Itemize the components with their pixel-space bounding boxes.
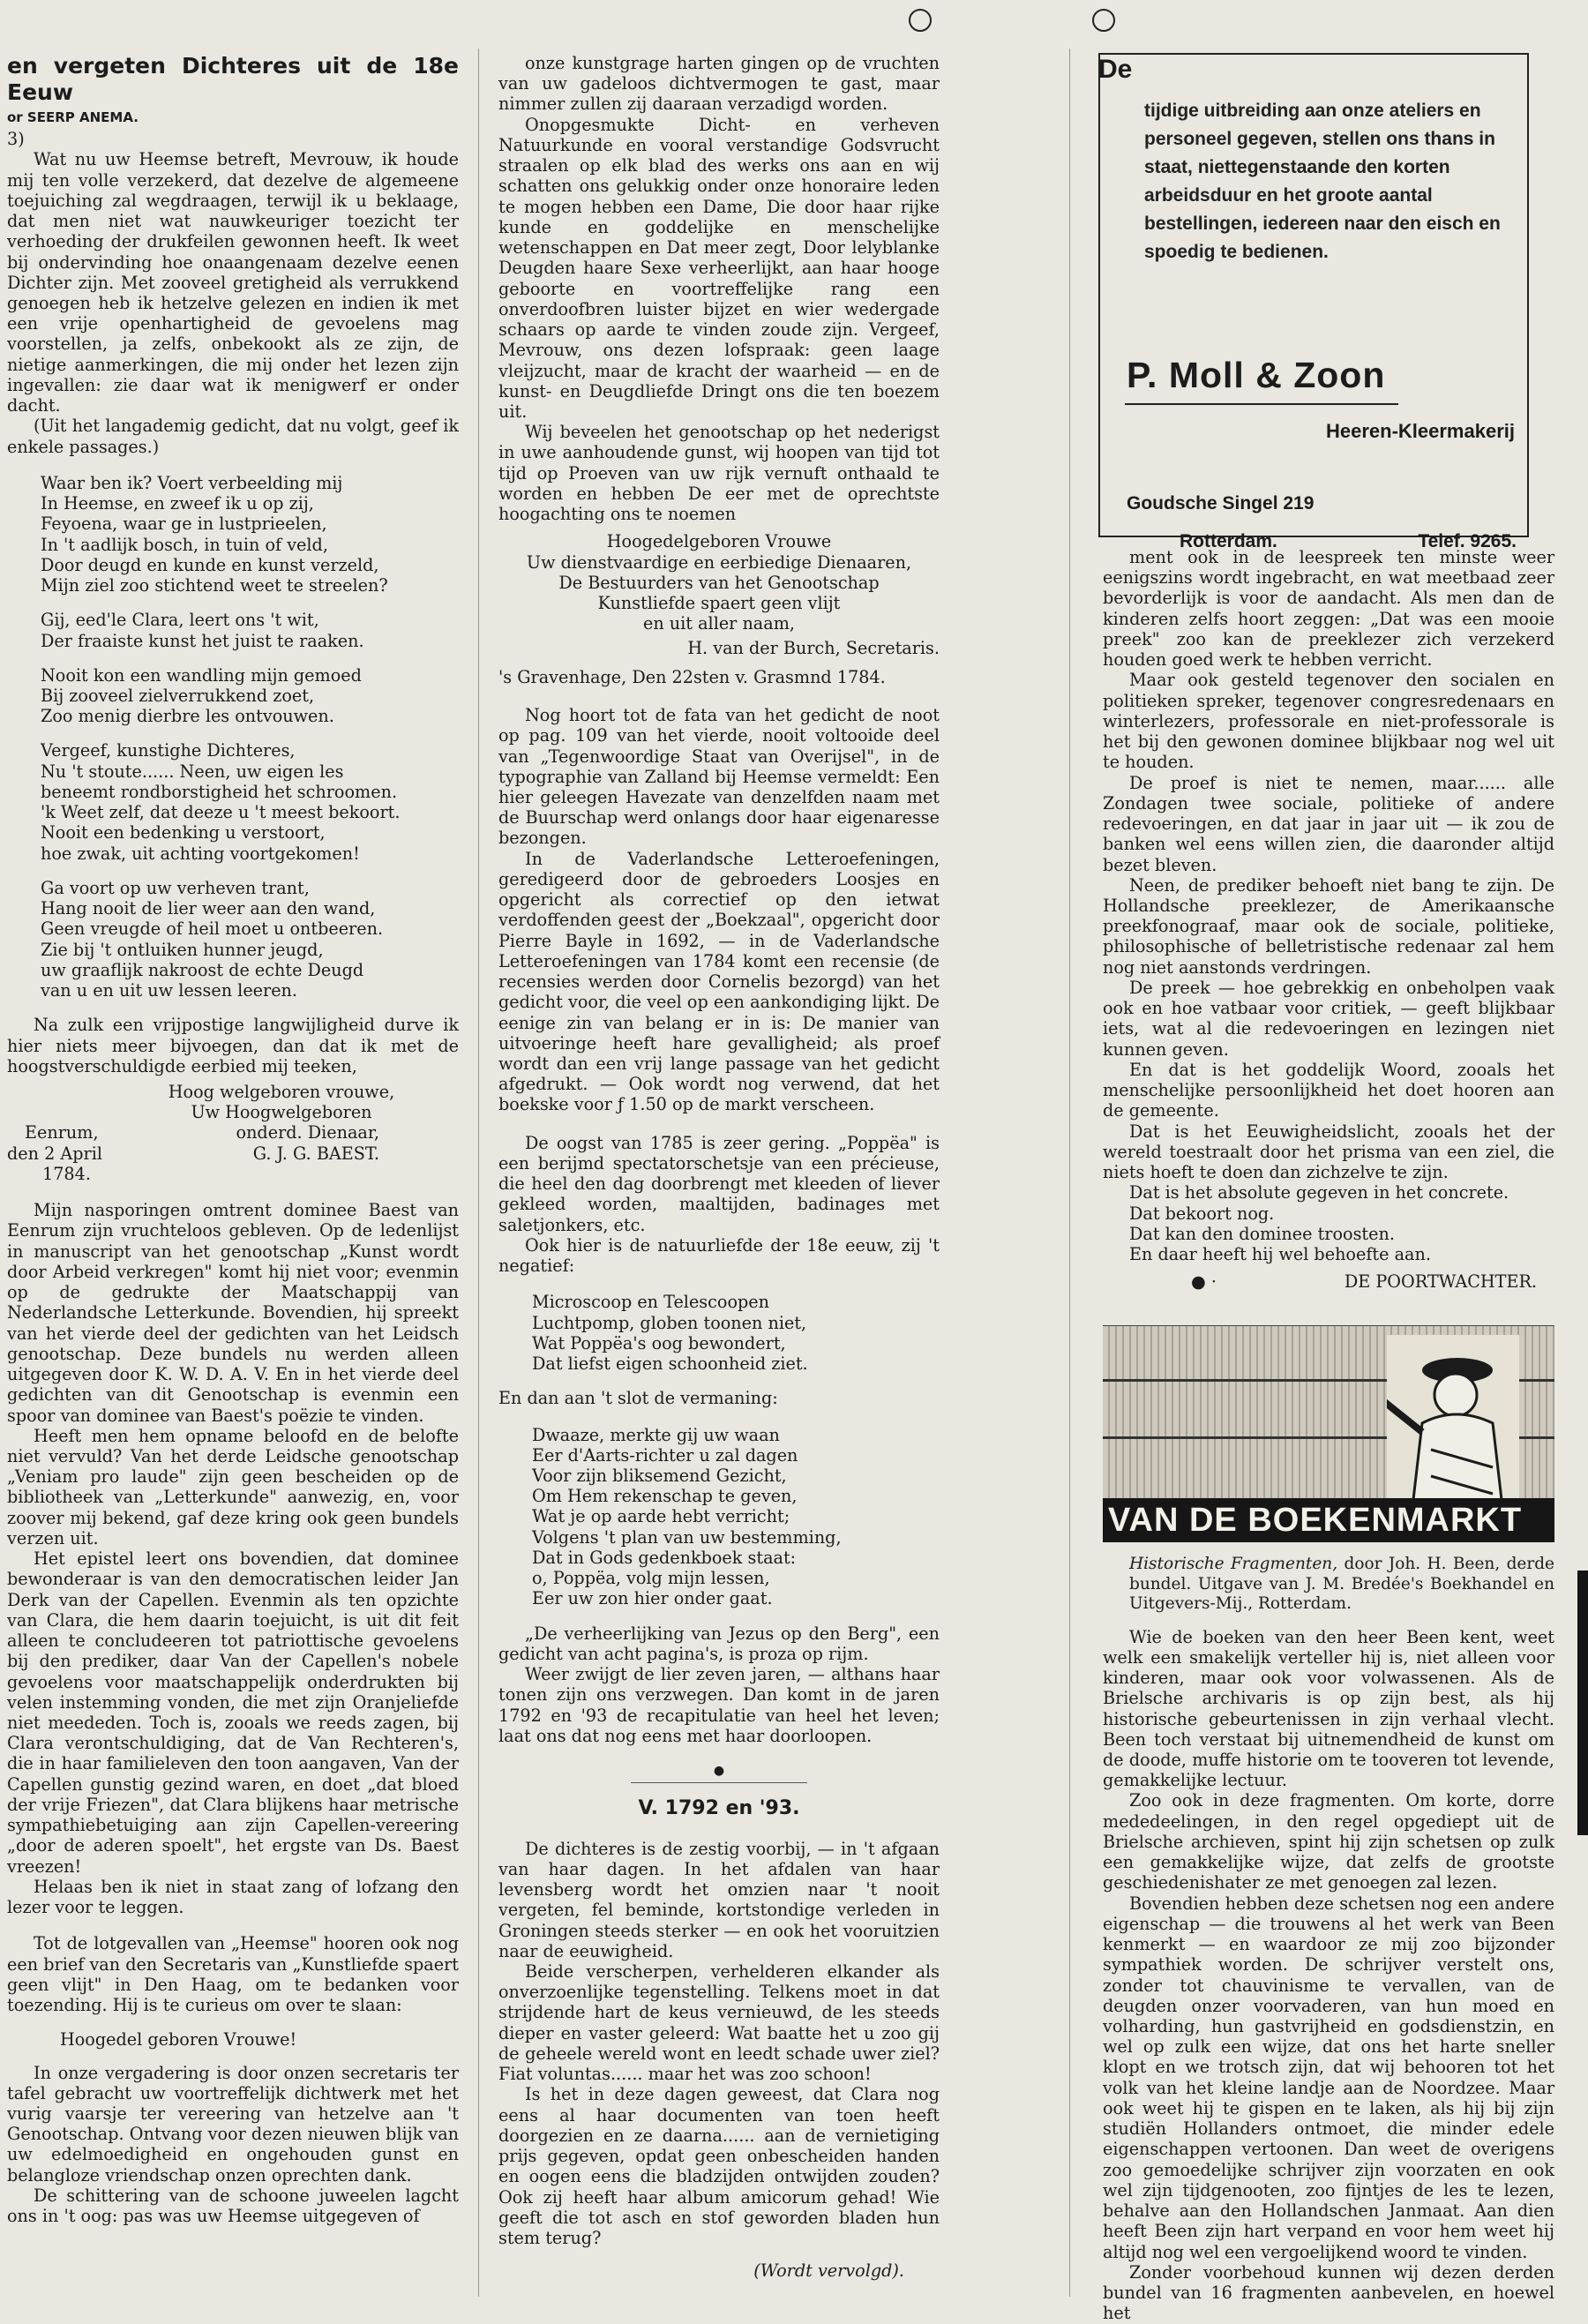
paragraph: Dat kan den dominee troosten. <box>1129 1223 1395 1244</box>
paragraph: Bovendien hebben deze schetsen nog een andere eigenschap — die trouwens al het werk van Been kenmerkt — en waardoor ze mij zoo bijzonder sympathiek worden. De schrijver verstelt ons, zonder tot chauvinisme te vervallen, van de deugden onzer voorvaderen, van hun moed en volharding, hun gastvrijheid en godsdienstzin, en wel op zulk een wijze, dat ons het harte sneller klopt en we trotsch zijn, dat wij behooren tot het volk van het kleine landje aan de Noordzee. Maar ook weet hij te gispen en te laken, als hij bij zijn studiën Hollanders ontmoet, die minder edele eigenschappen vertoonen. Dan weet de overigens zoo gemoedelijke schrijver zijn voorzaten en ook wel zijn tijdgenooten, zoo fijntjes de les te lezen, behalve aan den Hollandschen Janmaat. Aan dien heeft Been zijn hart verpand en voor hem weet hij altijd nog wel een vergoelijkend woord te vinden. <box>1103 1893 1554 2262</box>
sig-name: G. J. G. BAEST. <box>252 1143 379 1164</box>
paragraph: En daar heeft hij wel behoefte aan. <box>1129 1243 1431 1264</box>
letter-salutation: Hoogedel geboren Vrouwe! <box>60 2029 297 2050</box>
poem-line: beneemt rondborstigheid het schroomen. <box>41 781 398 802</box>
intro-paragraphs <box>7 149 459 457</box>
letter-signature <box>7 1082 459 1184</box>
article-part-number: 3) <box>7 129 25 150</box>
poem-line: Voor zijn bliksemend Gezicht, <box>532 1466 787 1486</box>
ad-address: Goudsche Singel 219 <box>1127 493 1315 514</box>
paragraph: En dat is het goddelijk Woord, zooals het menschelijke persoonlijkheid het doet hooren aan de gemeente. <box>1103 1059 1554 1121</box>
column-divider <box>478 49 479 2297</box>
punch-hole-icon <box>909 9 932 32</box>
sig-year: 1784. <box>42 1163 91 1184</box>
sig-line: Uw Hoogwelgeboren <box>191 1102 372 1123</box>
paragraph: In de Vaderlandsche Letteroefeningen, geredigeerd door de gebroeders Loosjes en opgericht als correctief op den ietwat verdoffenden geest der „Boekzaal", opgericht door Pierre Bayle in 1692, — in de Vaderlandsche Letteroefeningen van 1784 komt een recensie (de recensies werden door Cornelis bezorgd) van het gedicht voor, die veel op een aankondiging lijkt. De eenige zin van belang er in is: De manier van uitvoeringe heeft hare gevalligheid; als proef wordt dan een vrij lange passage van het gedicht afgedrukt. — Ook wordt nog verwend, dat het boekske voor ƒ 1.50 op de markt verscheen. <box>498 848 940 1115</box>
poem-line: Dwaaze, merkte gij uw waan <box>532 1424 780 1445</box>
paragraph: Ook hier is de natuurliefde der 18e eeuw, zij 't negatief: <box>498 1234 940 1277</box>
sig-row <box>7 1122 459 1143</box>
poem-line: o, Poppëa, volg mijn lessen, <box>532 1568 770 1589</box>
section-rule <box>631 1782 807 1783</box>
poem-heemse <box>41 473 459 1001</box>
poem-line: Microscoop en Telescoopen <box>532 1292 769 1313</box>
paragraph: Neen, de prediker behoeft niet bang te zijn. De Hollandsche preeklezer, de Amerikaansche preekfonograaf, maar ook de sociale, politieke, philosophische of belletristische redenaar zal hem nog niet aanstonds verdringen. <box>1103 874 1554 978</box>
poem-line: Mijn ziel zoo stichtend weet te streelen? <box>41 575 388 596</box>
poem-stanza <box>532 1425 940 1609</box>
poem-line: In Heemse, en zweef ik u op zij, <box>41 493 314 514</box>
poem-stanza <box>41 665 459 727</box>
poem-line: Bij zooveel zielverrukkend zoet, <box>41 686 315 706</box>
body-paragraphs <box>498 705 940 1115</box>
body-paragraphs <box>498 1623 940 1746</box>
dateline: 's Gravenhage, Den 22sten v. Grasmnd 1784. <box>498 666 886 687</box>
poem-line: In 't aadlijk bosch, in tuin of veld, <box>41 534 328 555</box>
poem-poppea <box>532 1292 940 1374</box>
poem-line: Eer d'Aarts-richter u zal dagen <box>532 1444 798 1466</box>
paragraph: onze kunstgrage harten gingen op de vruchten van uw gadeloos dichtvermogen te gast, maar nimmer zullen zij daaraan verzadigd worden. <box>498 53 940 115</box>
poem-line: van u en uit uw lessen leeren. <box>41 980 298 1001</box>
paragraph: Onopgesmukte Dicht- en verheven Natuurkunde en vooral verstandige Godsvrucht straalen op elk blad des werks ons aan en wij schatten ons gelukkig onder onze honoraire leden te mogen hebben een Dame, Die door haar rijke kunde en goddelijke en menschelijke wetenschappen en Dat meer zegt, Door lelyblanke Deugden haare Sexe verheerlijkt, aan haar hooge geboorte en voortreffelijke rang een onverdoofbren luister bijzet en wier wedergade schaars op aarde te vinden zoude zijn. Vergeef, Mevrouw, ons dezen lofspraak: geen laage vleijzucht, maar de kracht der waarheid — en de kunst- en Deugdliefde Dringt ons die ten boezem uit. <box>498 114 940 422</box>
paragraph: Wat nu uw Heemse betreft, Mevrouw, ik houde mij ten volle verzekerd, dat dezelve de algemeene toejuiching zal wegdraagen, terwijl ik u beklaage, dat men niet wat nauwkeuriger toezicht ter verhoeding der drukfeilen gewonnen heeft. Ik weet bij ondervinding hoe onaangenaam dezelve eenen Dichter zijn. Met zooveel gretigheid als verrukkend genoegen heb ik hetzelve gelezen en indien ik met een vrije openhartigheid de gevoelens mag voorstellen, ja zelfs, onbekookt als ze zijn, de nietige aanmerkingen, die mij onder het lezen zijn ingevallen: zie daar wat ik menigwerf er onder dacht. <box>7 149 459 416</box>
poem-line: Nu 't stoute...... Neen, uw eigen les <box>41 761 344 782</box>
letter-signature <box>498 531 940 657</box>
review-book-details: door Joh. H. Been, derde bundel. Uitgave van J. M. Bredée's Boekhandel en Uitgevers-Mij., Rotterdam. <box>1129 1555 1554 1614</box>
bullet-icon: ● · <box>1191 1271 1217 1293</box>
paragraph: „De verheerlijking van Jezus op den Berg", een gedicht van acht pagina's, is proza op rijm. <box>498 1623 940 1664</box>
poem-line: Geen vreugde of heil moet u ontbeeren. <box>41 918 384 940</box>
poem-line: Wat Poppëa's oog bewondert, <box>532 1332 786 1353</box>
paragraph: Wij beveelen het genootschap op het nederigst in uwe aanhoudende gunst, wij hoopen van tijd tot tijd op Proeven van uw rijk vernuft onthaald te worden en hebben De eer met de oprechtste hoogachting ons te noemen <box>498 422 940 525</box>
review-heading <box>1129 1555 1554 1614</box>
page-edge-mark <box>1577 1571 1588 1835</box>
sig-line: Uw dienstvaardige en eerbiedige Dienaaren, <box>526 551 912 573</box>
poem-line: Wat je op aarde hebt verricht; <box>532 1506 790 1527</box>
poem-line: Luchtpomp, globen toonen niet, <box>532 1312 807 1333</box>
paragraph: Dat bekoort nog. <box>1129 1203 1275 1224</box>
boekenmarkt-banner <box>1103 1325 1554 1542</box>
poem-stanza <box>41 473 459 596</box>
punch-hole-icon <box>1092 9 1115 32</box>
author-signature: DE POORTWACHTER. <box>1344 1271 1537 1293</box>
ad-rule <box>1125 403 1398 405</box>
article-column-3 <box>1103 547 1554 2324</box>
column-divider <box>1069 49 1070 2297</box>
paragraph: Maar ook gesteld tegenover den socialen en politieken spreker, tegenover congresredenaars en winterlezers, professorale en niet-professorale is het bij den gewonen dominee blijkbaar nog wel uit te houden. <box>1103 670 1554 773</box>
sig-line: onderd. Dienaar, <box>236 1122 379 1143</box>
poem-line: Ga voort op uw verheven trant, <box>41 877 310 898</box>
sig-date: den 2 April <box>7 1143 102 1164</box>
poem-line: Nooit een bedenking u verstoort, <box>41 822 326 843</box>
paragraph: De preek — hoe gebrekkig en onbeholpen vaak ook en hoe vatbaar voor critiek, — geeft blijkbaar iets, wat al die redevoeringen en lezingen niet kunnen geven. <box>1103 977 1554 1060</box>
sig-name: H. van der Burch, Secretaris. <box>687 637 940 658</box>
paragraph: Tot de lotgevallen van „Heemse" hooren ook nog een brief van den Secretaris van „Kunstliefde spaert geen vlijt" in Den Haag, om te bedanken voor toezending. Hij is te curieus om over te slaan: <box>7 1933 459 2016</box>
closing-paragraph: Na zulk een vrijpostige langwijligheid durve ik hier niets meer bijvoegen, dan dat ik met de hoogstverschuldigde eerbied mij teeken, <box>7 1015 459 1076</box>
paragraph: Zonder voorbehoud kunnen wij dezen derden bundel van 16 fragmenten aanbevelen, en hoewel het <box>1103 2261 1554 2324</box>
poem-intro: En dan aan 't slot de vermaning: <box>498 1388 778 1409</box>
column-signature <box>1103 1271 1554 1292</box>
body-paragraphs <box>498 1839 940 2249</box>
poem-stanza <box>532 1292 940 1374</box>
poem-line: 'k Weet zelf, dat deeze u 't meest bekoort. <box>41 802 401 823</box>
poem-line: Nooit kon een wandling mijn gemoed <box>41 664 362 686</box>
paragraph: Helaas ben ik niet in staat zang of lofzang den lezer voor te leggen. <box>7 1876 459 1918</box>
paragraph: Zoo ook in deze fragmenten. Om korte, dorre mededeelingen, in den regel opgediept uit de Brielsche archieven, spint hij zijn schetsen op zulk een gemakkelijke wijze, dat zelfs de grootste geschiedenishater ze met genoegen zal lezen. <box>1103 1790 1554 1893</box>
poem-line: Vergeef, kunstighe Dichteres, <box>41 740 296 761</box>
bullet-icon: ● <box>713 1764 725 1779</box>
ad-lead-word: De <box>1098 55 1133 84</box>
body-paragraphs <box>498 53 940 524</box>
sig-line: De Bestuurders van het Genootschap <box>558 572 880 593</box>
poem-line: uw graaflijk nakroost de echte Deugd <box>41 959 364 980</box>
poem-line: Gij, eed'le Clara, leert ons 't wit, <box>41 610 319 631</box>
paragraph: Het epistel leert ons bovendien, dat dominee bewonderaar is van den democratischen leider Jan Derk van der Capellen. Evenmin als ten opzichte van Clara, die hem daarin toejuicht, is uit dit feit alleen te concludeeren tot patriottische gevoelens bij den prediker, daar Van der Capellen's nobele gevoelens voor maatschappelijk onderdrukten bij velen instemming vonden, die met zijn Oranjeliefde niet meededen. Toch is, zooals we reeds zagen, bij Clara verontschuldiging, dat de Van Rechteren's, die in haar familieleven den toon aangaven, Van der Capellen gunstig gezind waren, en doet „dat bloed der vrije Friezen", dat Clara blijkens haar metrische sympathiebetuiging aan zijn Capellen-vereering „door de aderen spoelt", het ergste van Ds. Baest vreezen! <box>7 1548 459 1877</box>
paragraph: In onze vergadering is door onzen secretaris ter tafel gebracht uw voortreffelijk dichtwerk met het vurig vaarsje ter vereering van hetzelve aan 't Genootschap. Ontvang voor dezen nieuwen blijk van uw edelmoedigheid en ongehouden gunst en belangloze vriendschap onzen oprechten dank. <box>7 2062 459 2185</box>
poem-stanza <box>41 610 459 650</box>
sig-line: Kunstliefde spaert geen vlijt <box>597 593 841 614</box>
paragraph: De schittering van de schoone juweelen lagcht ons in 't oog: pas was uw Heemse uitgegeven of <box>7 2185 459 2227</box>
paragraph: De dichteres is de zestig voorbij, — in 't afgaan van haar dagen. In het afdalen van haar levensberg wordt het omzien naar 't nooit vergeten, fel beminde, kortstondige verleden in Groningen steeds sterker — en ook het vooruitzien naar de eeuwigheid. <box>498 1838 940 1961</box>
sig-greeting: Hoog welgeboren vrouwe, <box>168 1081 395 1102</box>
poem-line: Zie bij 't ontluiken hunner jeugd, <box>41 939 324 960</box>
ad-city: Rotterdam. <box>1180 531 1277 551</box>
sig-row <box>7 1143 459 1164</box>
paragraph: ment ook in de leespreek ten minste weer eenigszins wordt ingebracht, en wat meetbaad zeer bevorderlijk is voor de aandacht. Als men dan de kinderen zelfs hoort zeggen: „Dat was een mooie preek" zoo kan de preeklezer zich verzekerd houden goed werk te hebben verricht. <box>1103 547 1554 671</box>
body-paragraphs <box>7 1933 459 2015</box>
body-paragraphs <box>7 2063 459 2227</box>
sig-place: Eenrum, <box>25 1122 99 1143</box>
poem-line: Feyoena, waar ge in lustprieelen, <box>41 514 327 535</box>
ad-phone: Telef. 9265. <box>1418 531 1517 551</box>
poem-line: Der fraaiste kunst het juist te raaken. <box>41 630 364 651</box>
sig-line: Hoogedelgeboren Vrouwe <box>606 531 832 552</box>
paragraph: De proef is niet te nemen, maar...... alle Zondagen twee sociale, politieke of andere redevoeringen, en dat jaar in jaar uit — ik zou de banken wel eens willen zien, die daaronder altijd bezet bleven. <box>1103 772 1554 875</box>
banner-label: VAN DE BOEKENMARKT <box>1103 1498 1554 1542</box>
poem-line: Dat in Gods gedenkboek staat: <box>532 1547 797 1568</box>
paragraph: Dat is het absolute gegeven in het concrete. <box>1129 1182 1509 1203</box>
short-lines <box>1103 1182 1554 1264</box>
poem-line: Eer uw zon hier onder gaat. <box>532 1588 773 1609</box>
poem-line: Dat liefst eigen schoonheid ziet. <box>532 1353 808 1375</box>
poem-line: Waar ben ik? Voert verbeelding mij <box>41 472 343 493</box>
paragraph: Heeft men hem opname beloofd en de belofte niet vervuld? Van het derde Leidsche genootschap „Veniam pro laude" zijn geen bescheiden op de bibliotheek van „Letterkunde" aanwezig, en, voor zoover mij bekend, gaf deze kring ook geen bundels verzen uit. <box>7 1425 459 1548</box>
ad-copy: tijdige uitbreiding aan onze ateliers en personeel gegeven, stellen ons thans in staat, niettegenstaande den korten arbeidsduur en het groote aantal bestellingen, iedereen naar den eisch en spoedig te bedienen. <box>1144 101 1501 262</box>
poem-line: Door deugd en kunde en kunst verzeld, <box>41 554 379 575</box>
poem-line: Hang nooit de lier weer aan den wand, <box>41 898 376 919</box>
paragraph: Wie de boeken van den heer Been kent, weet welk een smakelijk verteller hij is, niet alleen voor kinderen, maar ook voor volwassenen. Als de Brielsche archivaris is op zijn best, als hij historische gebeurtenissen in zijn verhaal vlecht. Been toch verstaat bij uitnemendheid de kunst om de doode, muffe historie om te tooveren tot levende, gemakkelijke lectuur. <box>1103 1626 1554 1791</box>
paragraph: (Uit het langademig gedicht, dat nu volgt, geef ik enkele passages.) <box>7 416 459 457</box>
body-paragraphs <box>1103 547 1554 1182</box>
body-paragraphs <box>1103 1627 1554 2324</box>
article-byline: or SEERP ANEMA. <box>7 109 139 125</box>
poem-line: Om Hem rekenschap te geven, <box>532 1486 798 1507</box>
poem-line: Volgens 't plan van uw bestemming, <box>532 1526 842 1548</box>
review-book-title: Historische Fragmenten, <box>1129 1555 1338 1574</box>
article-column-1 <box>7 53 459 2226</box>
body-paragraphs <box>498 1133 940 1277</box>
paragraph: Nog hoort tot de fata van het gedicht de noot op pag. 109 van het vierde, nooit voltooide deel van „Tegenwoordige Staat van Overijsel", in de typographie van Zalland bij Heemse vermeldt: Een hier geleegen Havezate van denzelfden naam met de Buurschap werd onlangs door haar eigenaresse bezongen. <box>498 705 940 849</box>
article-column-2 <box>498 53 940 2282</box>
to-be-continued: (Wordt vervolgd). <box>753 2260 904 2282</box>
body-paragraphs <box>7 1200 459 1917</box>
paragraph: De oogst van 1785 is zeer gering. „Poppëa" is een berijmd spectatorschetsje van een précieuse, die heel den dag doorbrengt met kleeden of liever gekleed worden, maaltijden, badinages met saletjonkers, etc. <box>498 1132 940 1235</box>
paragraph: Is het in deze dagen geweest, dat Clara nog eens al haar documenten van toen heeft doorgezien en ze daarna...... aan de vernietiging prijs gegeven, opdat geen onbescheiden handen en oogen eens die bladzijden ontwijden zouden? Ook zij heeft haar album amicorum gehad! Wie geeft die tot asch en stof geworden bladen hun stem terug? <box>498 2084 940 2249</box>
ad-firm-name: P. Moll & Zoon <box>1127 355 1386 395</box>
poem-stanza <box>41 878 459 1001</box>
sig-line: en uit aller naam, <box>643 613 795 634</box>
ad-trade: Heeren-Kleermakerij <box>1325 420 1515 442</box>
paragraph: Dat is het Eeuwigheidslicht, zooals het der wereld toestraalt door het prisma van een ziel, die niets hoeft te doen dan zichzelve te zijn. <box>1103 1121 1554 1183</box>
section-heading: V. 1792 en '93. <box>638 1796 800 1819</box>
poem-line: hoe zwak, uit achting voortgekomen! <box>41 843 360 864</box>
poem-line: Zoo menig dierbre les ontvouwen. <box>41 706 334 727</box>
article-title: en vergeten Dichteres uit de 18e Eeuw <box>7 53 459 105</box>
paragraph: Beide verscherpen, verhelderen elkander als onverzoenlijke tegenstelling. Telkens moet in dat strijdende hart de keus vernieuwd, de les steeds dieper en vaster geleerd: Wat baatte het u zoo gij de geheele wereld wont en leedt schade uwer ziel? Fiat voluntas...... maar het was zoo schoon! <box>498 1961 940 2085</box>
advertisement-moll <box>1098 53 1529 551</box>
poem-stanza <box>41 740 459 863</box>
paragraph: Mijn nasporingen omtrent dominee Baest van Eenrum zijn vruchteloos gebleven. Op de ledenlijst in manuscript van het genootschap „Kunst wordt door Arbeid verkregen" komt hij niet voor; evenmin op de gedrukte der Maatschappij van Nederlandsche Letterkunde. Bovendien, hij spreekt van het vierde deel der gedichten van het Leidsch genootschap. Deze bundels nu werden alleen uitgegeven door K. W. D. A. V. En in het vierde deel gedichten van dit Genootschap is evenmin een spoor van dominee van Baest's poëzie te vinden. <box>7 1200 459 1426</box>
paragraph: Weer zwijgt de lier zeven jaren, — althans haar tonen zijn ons verzwegen. Dan komt in de jaren 1792 en '93 de recapitulatie van heel het leven; laat ons dat nog eens met haar doorloopen. <box>498 1664 940 1746</box>
poem-vermaning <box>532 1425 940 1609</box>
